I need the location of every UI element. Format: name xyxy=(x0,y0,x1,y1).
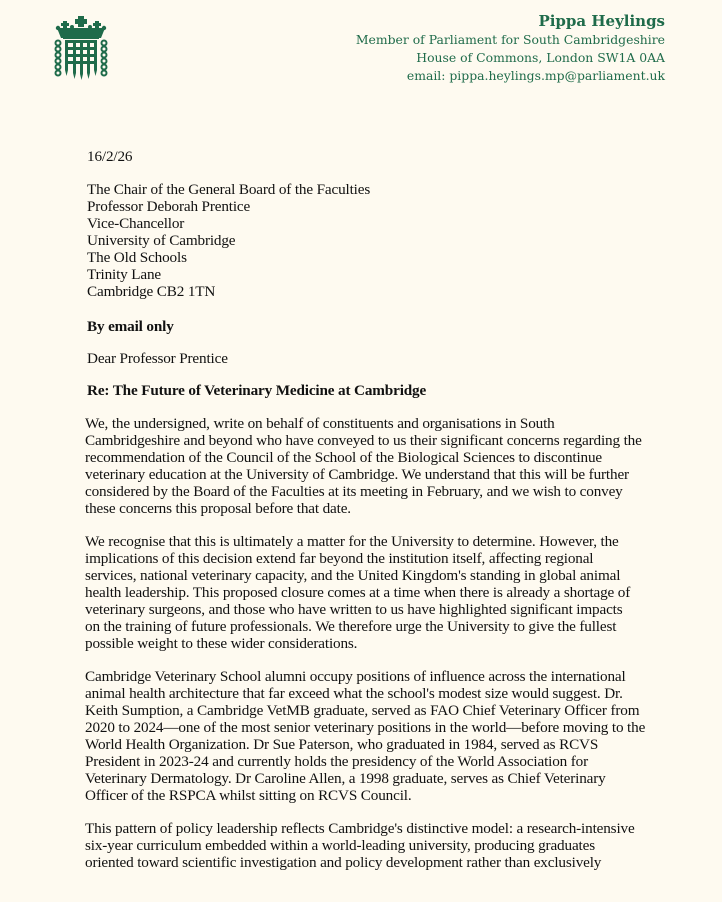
letter-date: 16/2/26 xyxy=(87,148,133,165)
paragraph-line: implications of this decision extend far beyond the institution itself, affecting regional xyxy=(85,550,594,567)
delivery-note: By email only xyxy=(87,318,174,335)
address-line: The Chair of the General Board of the Faculties xyxy=(87,181,371,198)
paragraph-2 xyxy=(85,533,717,652)
paragraph-1 xyxy=(85,415,717,517)
paragraph-line: President in 2023-24 and currently holds the presidency of the World Association for xyxy=(85,753,589,770)
address-line: The Old Schools xyxy=(87,249,187,266)
recipient-address xyxy=(87,181,717,300)
paragraph-line: animal health architecture that far exceed what the school's modest size would suggest. Dr. xyxy=(85,685,623,702)
paragraph-line: recommendation of the Council of the School of the Biological Sciences to discontinue xyxy=(85,449,603,466)
paragraph-3 xyxy=(85,668,717,804)
paragraph-line: oriented toward scientific investigation and policy development rather than exclusively xyxy=(85,854,602,871)
paragraph-line: six-year curriculum embedded within a world-leading university, producing graduates xyxy=(85,837,595,854)
portcullis-crown-icon xyxy=(54,16,108,80)
paragraph-line: possible weight to these wider considerations. xyxy=(85,635,358,652)
mp-email[interactable]: email: pippa.heylings.mp@parliament.uk xyxy=(406,68,665,83)
paragraph-line: veterinary education at the University of Cambridge. We understand that this will be further xyxy=(85,466,629,483)
address-line: University of Cambridge xyxy=(87,232,236,249)
paragraph-line: services, national veterinary capacity, and the United Kingdom's standing in global animal xyxy=(85,567,621,584)
paragraph-line: We, the undersigned, write on behalf of constituents and organisations in South xyxy=(85,415,555,432)
paragraph-line: Veterinary Dermatology. Dr Caroline Allen, a 1998 graduate, serves as Chief Veterinary xyxy=(85,770,606,787)
paragraph-line: veterinary surgeons, and those who have written to us have highlighted significant impacts xyxy=(85,601,623,618)
address-line: Professor Deborah Prentice xyxy=(87,198,251,215)
paragraph-line: Officer of the RSPCA whilst sitting on RCVS Council. xyxy=(85,787,412,804)
paragraph-line: considered by the Board of the Faculties at its meeting in February, and we wish to convey xyxy=(85,483,623,500)
salutation: Dear Professor Prentice xyxy=(87,350,228,367)
paragraph-line: World Health Organization. Dr Sue Paterson, who graduated in 1984, served as RCVS xyxy=(85,736,599,753)
paragraph-line: Cambridgeshire and beyond who have conveyed to us their significant concerns regarding the xyxy=(85,432,642,449)
paragraph-line: We recognise that this is ultimately a matter for the University to determine. However, the xyxy=(85,533,619,550)
paragraph-4 xyxy=(85,820,717,871)
address-line: Vice-Chancellor xyxy=(87,215,185,232)
address-line: Trinity Lane xyxy=(87,266,161,283)
paragraph-line: on the training of future professionals. We therefore urge the University to give the fullest xyxy=(85,618,617,635)
letterhead xyxy=(356,11,665,85)
paragraph-line: Keith Sumption, a Cambridge VetMB graduate, served as FAO Chief Veterinary Officer from xyxy=(85,702,640,719)
paragraph-line: these concerns this proposal before that date. xyxy=(85,500,351,517)
paragraph-line: health leadership. This proposed closure comes at a time when there is already a shortage of xyxy=(85,584,631,601)
paragraph-line: Cambridge Veterinary School alumni occupy positions of influence across the international xyxy=(85,668,626,685)
paragraph-line: 2020 to 2024—one of the most senior veterinary positions in the world—before moving to the xyxy=(85,719,646,736)
paragraph-line: This pattern of policy leadership reflects Cambridge's distinctive model: a research-intensive xyxy=(85,820,635,837)
address-line: Cambridge CB2 1TN xyxy=(87,283,216,300)
subject-line: Re: The Future of Veterinary Medicine at Cambridge xyxy=(87,382,427,399)
mp-name: Pippa Heylings xyxy=(538,12,665,30)
mp-address: House of Commons, London SW1A 0AA xyxy=(416,50,665,65)
letter-body xyxy=(87,148,717,871)
mp-role: Member of Parliament for South Cambridgeshire xyxy=(355,32,665,47)
